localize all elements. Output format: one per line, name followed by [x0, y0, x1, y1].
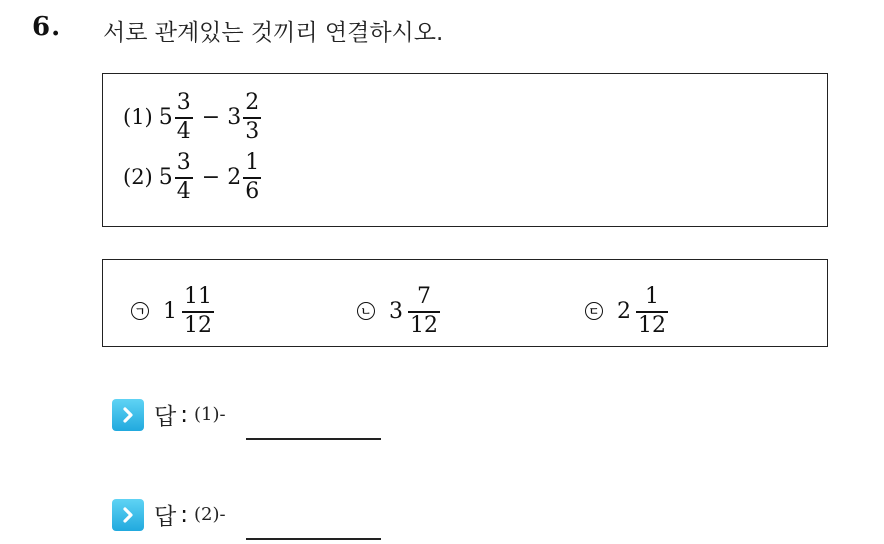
choice-digeut[interactable] — [585, 286, 670, 337]
fraction — [243, 152, 261, 203]
fraction — [182, 286, 214, 337]
denominator: 3 — [245, 118, 260, 144]
denominator: 6 — [245, 178, 260, 204]
answer-label: 답 — [154, 404, 177, 430]
denominator: 12 — [638, 312, 666, 338]
denominator: 12 — [184, 312, 212, 338]
fraction — [175, 92, 193, 143]
choice-giyeok[interactable] — [131, 286, 216, 337]
answer-colon: : — [180, 501, 188, 528]
question-number: 6. — [32, 12, 62, 42]
answer-blank-line[interactable] — [246, 438, 381, 440]
numerator: 11 — [184, 284, 212, 309]
choice-marker: ㄱ — [131, 302, 149, 320]
choice-marker: ㄷ — [585, 302, 603, 320]
numerator: 3 — [176, 90, 191, 115]
fraction — [175, 152, 193, 203]
numerator: 1 — [245, 150, 260, 175]
whole-number: 1 — [163, 298, 177, 324]
denominator: 12 — [410, 312, 438, 338]
fraction — [636, 286, 668, 337]
fraction — [408, 286, 440, 337]
problem-label: (2) — [123, 165, 153, 190]
whole-number: 2 — [617, 298, 631, 324]
answer-colon: : — [180, 401, 188, 428]
numerator: 2 — [245, 90, 260, 115]
numerator: 3 — [176, 150, 191, 175]
problem-box — [102, 73, 828, 227]
answer-row-2 — [112, 498, 226, 531]
denominator: 4 — [176, 118, 191, 144]
choice-marker: ㄴ — [357, 302, 375, 320]
minus-operator: − — [201, 164, 221, 190]
answer-item: (2)- — [193, 504, 226, 525]
chevron-right-icon — [112, 399, 144, 431]
fraction — [243, 92, 261, 143]
problem-1 — [123, 92, 263, 143]
whole-number: 3 — [389, 298, 403, 324]
whole-number: 5 — [158, 164, 173, 190]
answer-item: (1)- — [193, 404, 226, 425]
whole-number: 5 — [158, 104, 173, 130]
whole-number: 3 — [227, 104, 242, 130]
minus-operator: − — [201, 104, 221, 130]
answer-row-1 — [112, 398, 226, 431]
problem-2 — [123, 152, 263, 203]
whole-number: 2 — [227, 164, 242, 190]
answer-blank-line[interactable] — [246, 538, 381, 540]
problem-label: (1) — [123, 105, 153, 130]
numerator: 1 — [645, 284, 659, 309]
question-text: 서로 관계있는 것끼리 연결하시오. — [103, 20, 444, 46]
denominator: 4 — [176, 178, 191, 204]
chevron-right-icon — [112, 499, 144, 531]
answer-label: 답 — [154, 504, 177, 530]
numerator: 7 — [417, 284, 431, 309]
choices-box — [102, 259, 828, 347]
choice-nieun[interactable] — [357, 286, 442, 337]
